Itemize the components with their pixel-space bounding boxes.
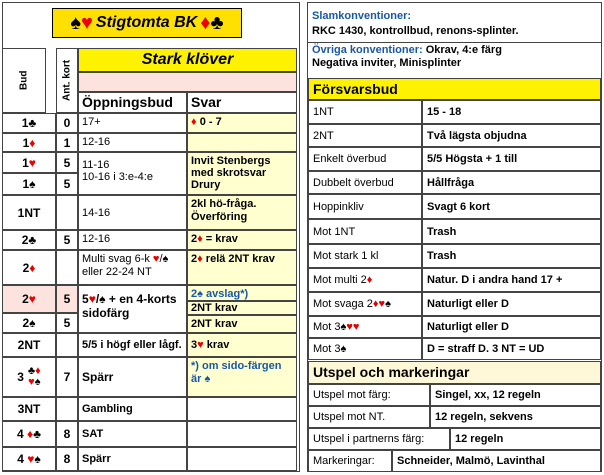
bid-1h: 1 ♥ [2, 152, 56, 173]
num-1h: 5 [56, 152, 78, 173]
forsvar-value: Hållfråga [422, 171, 601, 194]
header-svar: Svar [187, 92, 297, 113]
forsvar-label: 2NT [308, 124, 422, 147]
ans-2h-2nt: 2NT krav [187, 301, 297, 315]
spade-icon: ♠ [70, 11, 82, 34]
open-1c: 17+ [78, 113, 187, 133]
ans-1nt: 2kl hö-fråga. Överföring [187, 195, 297, 230]
forsvar-row [308, 171, 601, 194]
num-3: 7 [56, 357, 78, 397]
forsvar-value: Trash [422, 244, 601, 268]
diamond-icon: ♦ [200, 11, 211, 34]
forsvar-label: Enkelt överbud [308, 147, 422, 171]
forsvar-value: Naturligt eller D [422, 292, 601, 316]
forsvar-value: Svagt 6 kort [422, 194, 601, 219]
slam-title: Slamkonventioner: [312, 10, 412, 22]
ans-2d: 2♦ relä 2NT krav [187, 250, 297, 285]
forsvar-label: 1NT [308, 100, 422, 124]
utspel-row [308, 384, 601, 406]
num-1s: 5 [56, 173, 78, 195]
open-2d: Multi svag 6-k ♥/♠ eller 22-24 NT [78, 250, 187, 285]
logo-text: Stigtomta BK [95, 14, 198, 31]
bid-4-sat-level: 4 [16, 427, 24, 441]
num-2s: 5 [56, 313, 78, 333]
num-2c: 5 [56, 230, 78, 250]
open-1h-1s [78, 152, 187, 195]
num-1nt [56, 195, 78, 230]
ovriga-block [308, 42, 598, 72]
utspel-value: 12 regeln, sekvens [430, 406, 601, 428]
num-4-sat: 8 [56, 421, 78, 447]
ans-2h: 2♠ avslag*) [187, 285, 297, 301]
ans-1c: ♦ 0 - 7 [187, 113, 297, 133]
forsvar-label: Dubbelt överbud [308, 171, 422, 194]
ovriga-title: Övriga konventioner: [312, 44, 423, 56]
bid-3: 3 ♣♦ ♥♠ [2, 357, 56, 397]
slam-text: RKC 1430, kontrollbud, renons-splinter. [312, 25, 519, 37]
header-oppningsbud: Öppningsbud [78, 92, 187, 113]
num-3nt [56, 397, 78, 421]
ans-1d [187, 133, 297, 152]
bid-2s: 2 ♠ [2, 313, 56, 333]
num-1d: 1 [56, 133, 78, 152]
open-4-sparr: Spärr [78, 447, 187, 471]
ans-2nt: 3♥ krav [187, 333, 297, 357]
forsvar-title: Försvarsbud [308, 78, 601, 100]
forsvar-row [308, 219, 601, 244]
utspel-label: Utspel mot färg: [308, 384, 430, 406]
bid-2d: 2 ♦ [2, 250, 56, 285]
ans-4-sat [187, 421, 297, 447]
ovriga-text1: Okrav, 4:e färg [425, 44, 502, 56]
utspel-label: Markeringar: [308, 450, 392, 472]
ans-4-sparr [187, 447, 297, 471]
utspel-row [308, 406, 601, 428]
num-2h: 5 [56, 285, 78, 313]
bid-1nt: 1NT [2, 195, 56, 230]
forsvar-value: D = straff D. 3 NT = UD [422, 338, 601, 360]
forsvar-row [308, 100, 601, 124]
bid-1s: 1 ♠ [2, 173, 56, 195]
bid-2c: 2 ♣ [2, 230, 56, 250]
open-1nt: 14-16 [78, 195, 187, 230]
utspel-row [308, 450, 601, 472]
ovriga-text2: Negativa inviter, Minisplinter [312, 57, 462, 69]
forsvar-value: Trash [422, 219, 601, 244]
forsvar-value: Naturligt eller D [422, 316, 601, 338]
open-1h: 11-16 [82, 159, 110, 171]
utspel-value: Schneider, Malmö, Lavinthal [392, 450, 601, 472]
forsvar-value: Natur. D i andra hand 17 + [422, 268, 601, 292]
open-2h-2s: 5♥/♠ + en 4-korts sidofärg [78, 285, 187, 333]
num-1c: 0 [56, 113, 78, 133]
header-pad [78, 72, 297, 92]
bid-4-sparr-level: 4 [17, 452, 24, 466]
ans-3: *) om sido-färgen är ♠ [187, 357, 297, 397]
ans-1h: Invit Stenbergs med skrotsvar Drury [187, 152, 297, 195]
club-logo [52, 8, 242, 38]
open-1d: 12-16 [78, 133, 187, 152]
forsvar-value: 5/5 Högsta + 1 till [422, 147, 601, 171]
header-bud: Bud [2, 48, 46, 113]
num-4-sparr: 8 [56, 447, 78, 471]
open-3: Spärr [78, 357, 187, 397]
forsvar-label: Mot 1NT [308, 219, 422, 244]
open-3nt: Gambling [78, 397, 187, 421]
heart-icon: ♥ [81, 11, 93, 34]
forsvar-row [308, 194, 601, 219]
bid-4-sat: 4 ♦ ♣ [2, 421, 56, 447]
forsvar-label: Mot 3♠ ♥ ♥ [308, 316, 422, 338]
system-title: Stark klöver [78, 48, 297, 72]
forsvar-label: Mot svaga 2 ♦ ♥ ♠ [308, 292, 422, 316]
forsvar-label: Mot stark 1 kl [308, 244, 422, 268]
forsvar-row [308, 268, 601, 292]
bid-3nt: 3NT [2, 397, 56, 421]
forsvar-row [308, 316, 601, 338]
ans-2s: 2NT krav [187, 315, 297, 333]
num-2d [56, 250, 78, 285]
bid-1c: 1 ♣ [2, 113, 56, 133]
utspel-value: 12 regeln [450, 428, 601, 450]
forsvar-label: Mot 3♠ [308, 338, 422, 360]
bid-4-sparr: 4 ♥ ♠ [2, 447, 56, 471]
bid-3-level: 3 [17, 370, 24, 384]
forsvar-value: Två lägsta objudna [422, 124, 601, 147]
club-icon: ♣ [210, 11, 224, 34]
forsvar-row [308, 292, 601, 316]
bid-1d: 1 ♦ [2, 133, 56, 152]
forsvar-value: 15 - 18 [422, 100, 601, 124]
forsvar-row [308, 338, 601, 360]
open-4-sat: SAT [78, 421, 187, 447]
utspel-label: Utspel mot NT. [308, 406, 430, 428]
ans-2c: 2♦ = krav [187, 230, 297, 250]
bid-2nt: 2NT [2, 333, 56, 357]
forsvar-row [308, 124, 601, 147]
bid-2h: 2 ♥ [2, 285, 56, 313]
header-ant-kort: Ant. kort [56, 48, 78, 113]
utspel-title: Utspel och markeringar [308, 361, 601, 384]
utspel-label: Utspel i partnerns färg: [308, 428, 450, 450]
utspel-value: Singel, xx, 12 regeln [430, 384, 601, 406]
num-2nt [56, 333, 78, 357]
open-2nt: 5/5 i högf eller lågf. [78, 333, 187, 357]
utspel-row [308, 428, 601, 450]
forsvar-label: Hoppinkliv [308, 194, 422, 219]
forsvar-row [308, 147, 601, 171]
open-1s: 10-16 i 3:e-4:e [82, 171, 153, 183]
forsvar-label: Mot multi 2 ♦ [308, 268, 422, 292]
open-2c: 12-16 [78, 230, 187, 250]
forsvar-row [308, 244, 601, 268]
ans-3nt [187, 397, 297, 421]
